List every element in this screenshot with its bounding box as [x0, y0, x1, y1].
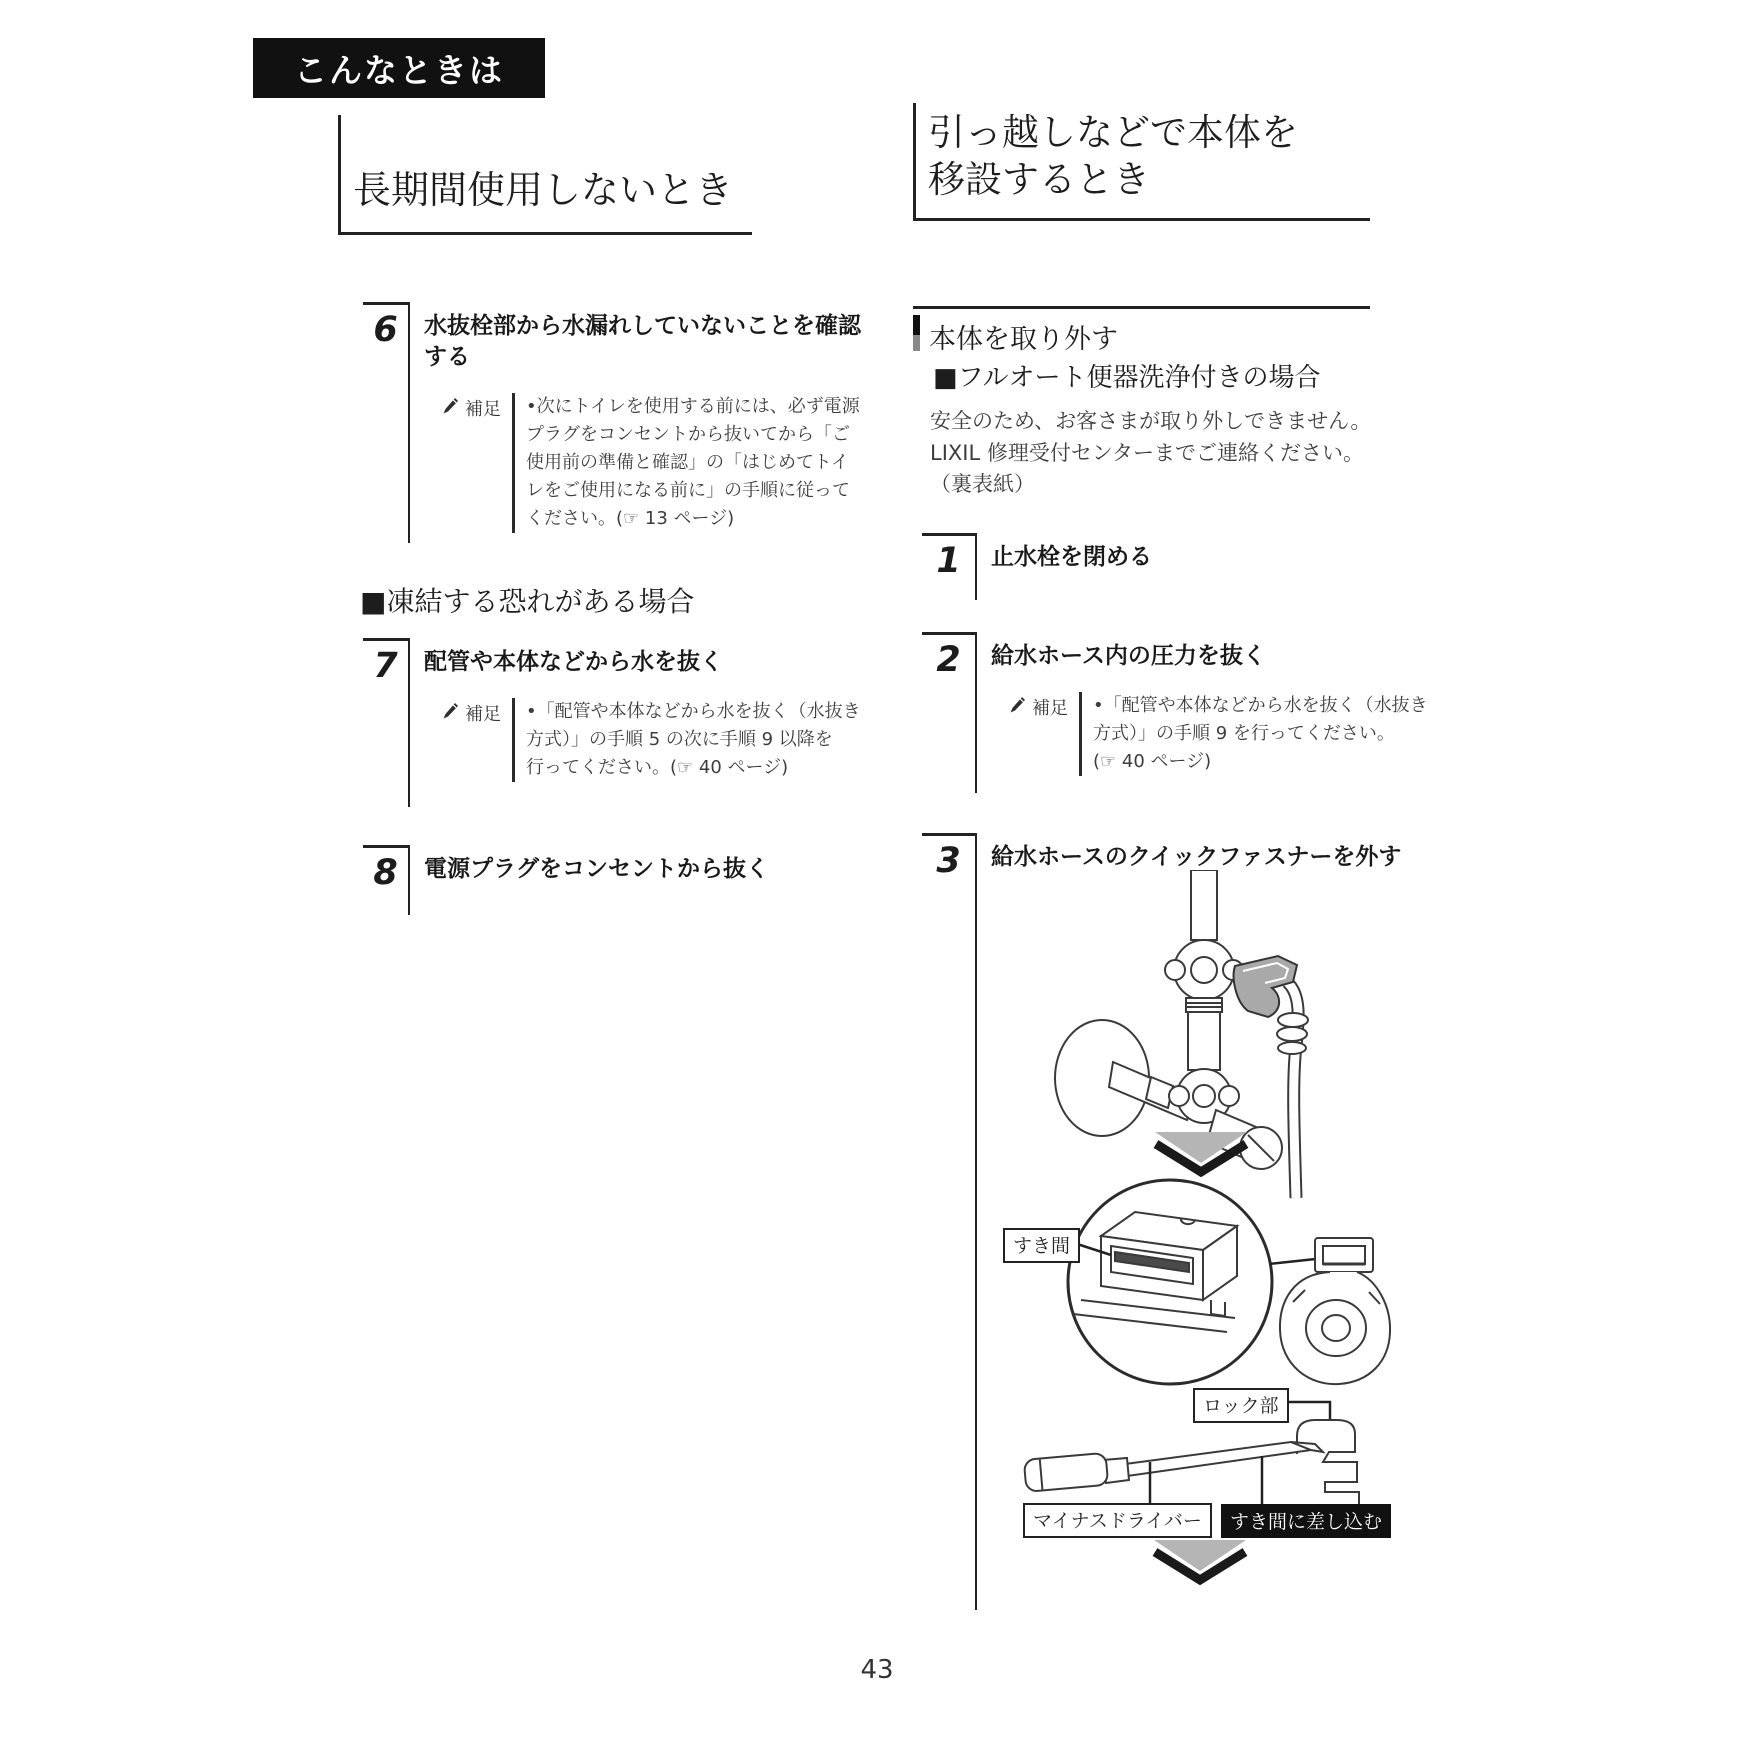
note-line: •次にトイレを使用する前には、必ず電源: [526, 396, 860, 417]
note-line: ください。(☞ 13 ページ): [526, 508, 735, 529]
pencil-icon: [442, 702, 459, 721]
remove-body-section-header: [913, 306, 1370, 356]
step-7-note: [442, 698, 861, 782]
note-line: •「配管や本体などから水を抜く（水抜き: [1093, 695, 1428, 716]
left-column-heading: [338, 115, 752, 235]
section-badge-label: こんなときは: [294, 50, 504, 90]
step-3: [922, 833, 1401, 1610]
note-label: 補足: [1032, 698, 1068, 719]
left-heading-text: 長期間使用しないとき: [353, 168, 734, 212]
step-3-title: 給水ホースのクイックファスナーを外す: [991, 844, 1402, 870]
safety-line: （裏表紙）: [930, 472, 1035, 496]
right-heading-line1: 引っ越しなどで本体を: [928, 111, 1298, 154]
insert-into-gap-label: すき間に差し込む: [1221, 1504, 1391, 1538]
step-7: [363, 638, 861, 807]
section-header-bar: [913, 315, 920, 351]
pencil-icon: [442, 397, 459, 416]
section-badge: [253, 38, 545, 98]
step-6-note: [442, 393, 861, 533]
note-line: (☞ 40 ページ): [1093, 751, 1212, 772]
note-line: 方式）」の手順 9 を行ってください。: [1093, 723, 1395, 744]
step-7-number: 7: [363, 638, 410, 807]
note-line: 使用前の準備と確認」の「はじめてトイ: [526, 452, 849, 473]
step-8-title: 電源プラグをコンセントから抜く: [424, 856, 769, 882]
step-2-title: 給水ホース内の圧力を抜く: [991, 643, 1266, 669]
step-6-title-line2: する: [424, 344, 470, 370]
note-label: 補足: [465, 399, 501, 420]
note-line: プラグをコンセントから抜いてから「ご: [526, 424, 850, 445]
step-8-number: 8: [363, 845, 410, 915]
gap-label: すき間: [1003, 1228, 1080, 1263]
step-2-number: 2: [922, 632, 977, 793]
step-8: [363, 845, 769, 915]
step-1-number: 1: [922, 533, 977, 600]
full-auto-case-header: ■フルオート便器洗浄付きの場合: [933, 363, 1321, 393]
safety-line: LIXIL 修理受付センターまでご連絡ください。: [930, 440, 1365, 465]
step-2-note: [1009, 692, 1428, 776]
lock-label: ロック部: [1193, 1388, 1289, 1423]
step-6: [363, 302, 861, 543]
step-1-title: 止水栓を閉める: [991, 544, 1152, 570]
note-line: 方式）」の手順 5 の次に手順 9 以降を: [526, 729, 833, 750]
right-column-heading: [913, 103, 1370, 221]
step-1: [922, 533, 1152, 600]
note-label: 補足: [465, 704, 501, 725]
page-number: 43: [860, 1655, 894, 1685]
right-heading-line2: 移設するとき: [928, 158, 1150, 201]
step-7-title: 配管や本体などから水を抜く: [424, 649, 723, 675]
note-line: 行ってください。(☞ 40 ページ): [526, 757, 789, 778]
note-line: •「配管や本体などから水を抜く（水抜き: [526, 701, 861, 722]
freeze-case-header: ■凍結する恐れがある場合: [360, 585, 695, 618]
step-2: [922, 632, 1428, 793]
safety-paragraph: [930, 406, 1371, 501]
section-header-title: 本体を取り外す: [929, 324, 1118, 355]
step-6-number: 6: [363, 302, 410, 543]
pencil-icon: [1009, 696, 1026, 715]
step-3-number: 3: [922, 833, 977, 1610]
note-line: レをご使用になる前に」の手順に従って: [526, 480, 850, 501]
flathead-screwdriver-label: マイナスドライバー: [1023, 1503, 1212, 1538]
step-6-title-line1: 水抜栓部から水漏れしていないことを確認: [424, 313, 861, 339]
quick-fastener-illustration: [985, 870, 1405, 1610]
safety-line: 安全のため、お客さまが取り外しできません。: [930, 409, 1372, 433]
